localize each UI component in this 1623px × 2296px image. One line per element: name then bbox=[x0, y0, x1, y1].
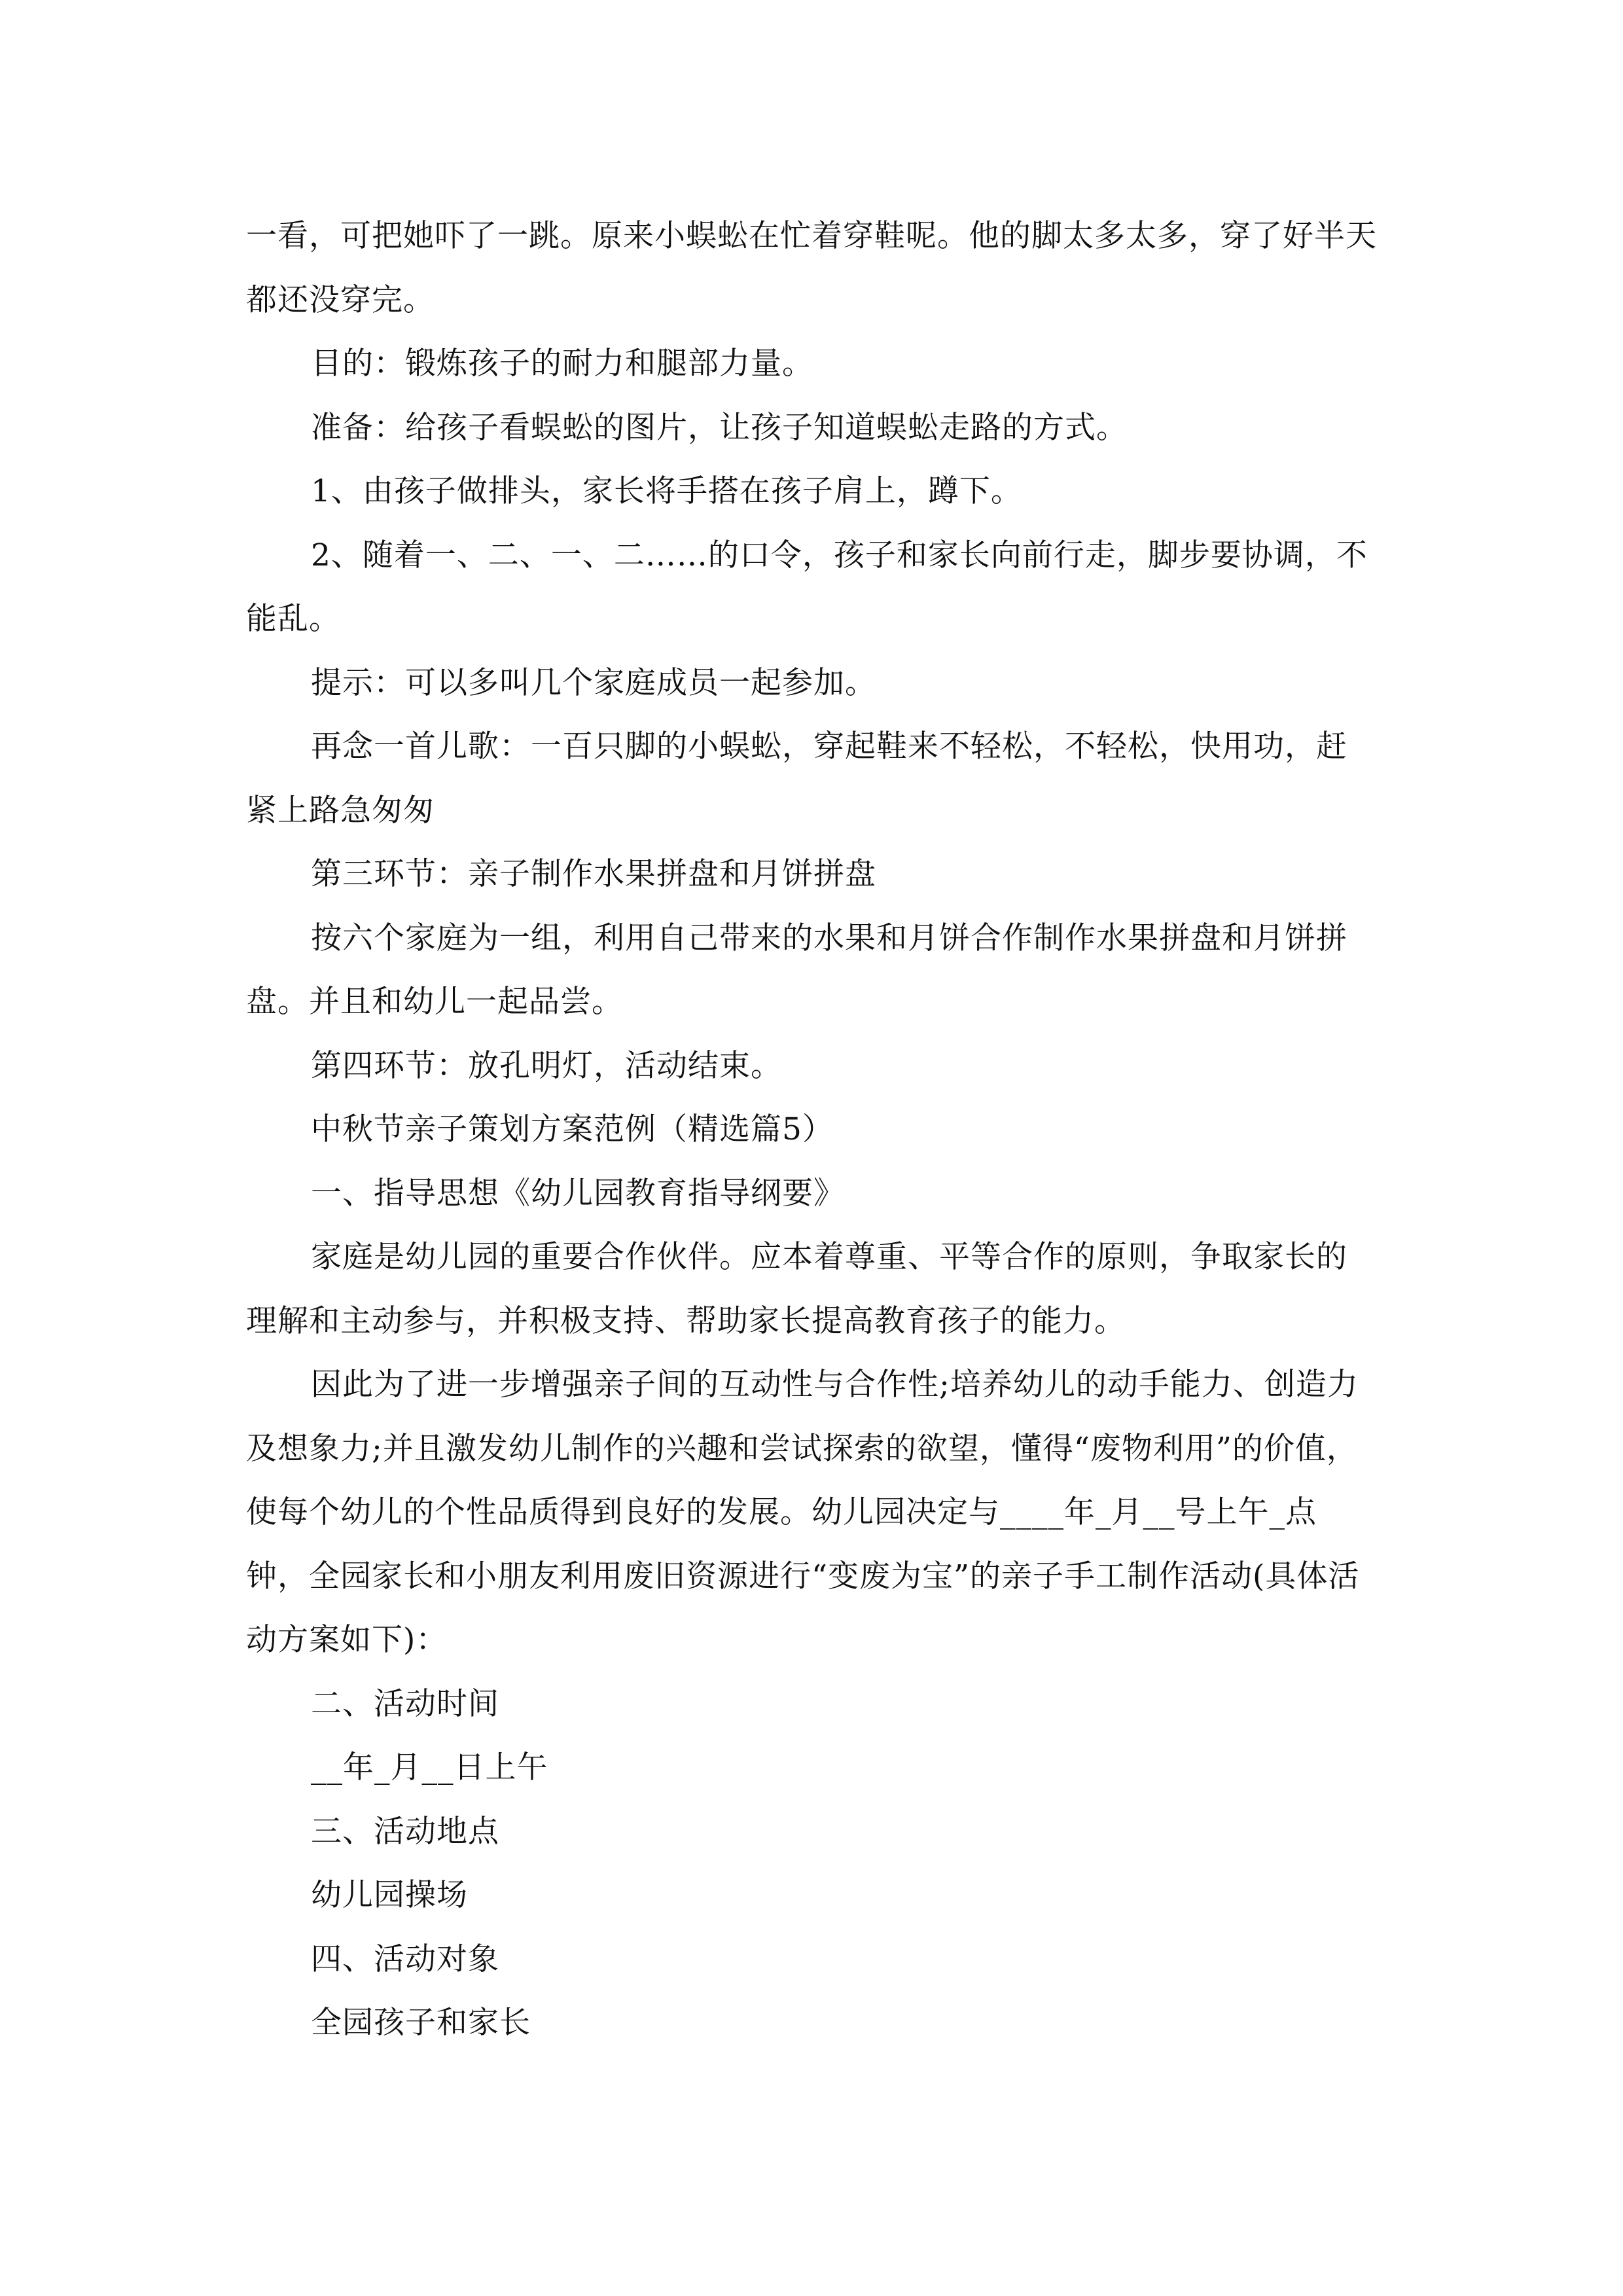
paragraph-section-four: 第四环节：放孔明灯，活动结束。 bbox=[311, 1047, 782, 1084]
paragraph-heading-activity-location: 三、活动地点 bbox=[311, 1813, 499, 1850]
paragraph-heading-guiding-idea: 一、指导思想《幼儿园教育指导纲要》 bbox=[311, 1175, 845, 1211]
document-body bbox=[246, 204, 1378, 2055]
paragraph-nursery-rhyme: 再念一首儿歌：一百只脚的小蜈蚣，穿起鞋来不轻松，不轻松，快用功，赶紧上路急匆匆 bbox=[246, 728, 1347, 829]
paragraph-activity-target: 全园孩子和家长 bbox=[311, 2005, 531, 2041]
paragraph-step-1: 1、由孩子做排头，家长将手搭在孩子肩上，蹲下。 bbox=[311, 473, 1022, 509]
paragraph-activity-purpose: 因此为了进一步增强亲子间的互动性与合作性;培养幼儿的动手能力、创造力及想象力;并且激发幼儿制作的兴趣和尝试探索的欲望，懂得“废物利用”的价值，使每个幼儿的个性品质得到良好的发展。幼儿园决定与____年_月__号上午_点钟，全园家长和小朋友利用废旧资源进行“变废为宝”的亲子手工制作活动(具体活动方案如下)： bbox=[246, 1367, 1360, 1658]
paragraph-tip: 提示：可以多叫几个家庭成员一起参加。 bbox=[311, 664, 876, 701]
paragraph-step-2: 2、随着一、二、一、二……的口令，孩子和家长向前行走，脚步要协调，不能乱。 bbox=[246, 537, 1368, 637]
paragraph-section-three: 第三环节：亲子制作水果拼盘和月饼拼盘 bbox=[311, 856, 876, 892]
paragraph-purpose: 目的：锻炼孩子的耐力和腿部力量。 bbox=[311, 346, 813, 382]
paragraph-activity-location: 幼儿园操场 bbox=[311, 1877, 468, 1913]
paragraph-plan-title: 中秋节亲子策划方案范例（精选篇5） bbox=[311, 1111, 834, 1147]
paragraph-fruit-platter: 按六个家庭为一组，利用自己带来的水果和月饼合作制作水果拼盘和月饼拼盘。并且和幼儿一起品尝。 bbox=[246, 920, 1347, 1020]
paragraph-heading-activity-time: 二、活动时间 bbox=[311, 1685, 499, 1722]
paragraph-heading-activity-target: 四、活动对象 bbox=[311, 1941, 499, 1977]
paragraph-activity-time: __年_月__日上午 bbox=[311, 1749, 548, 1785]
paragraph-preparation: 准备：给孩子看蜈蚣的图片，让孩子知道蜈蚣走路的方式。 bbox=[311, 409, 1128, 446]
paragraph-continuation: 一看，可把她吓了一跳。原来小蜈蚣在忙着穿鞋呢。他的脚太多太多，穿了好半天都还没穿完。 bbox=[246, 218, 1377, 318]
paragraph-family-partnership: 家庭是幼儿园的重要合作伙伴。应本着尊重、平等合作的原则，争取家长的理解和主动参与，并积极支持、帮助家长提高教育孩子的能力。 bbox=[246, 1239, 1347, 1339]
